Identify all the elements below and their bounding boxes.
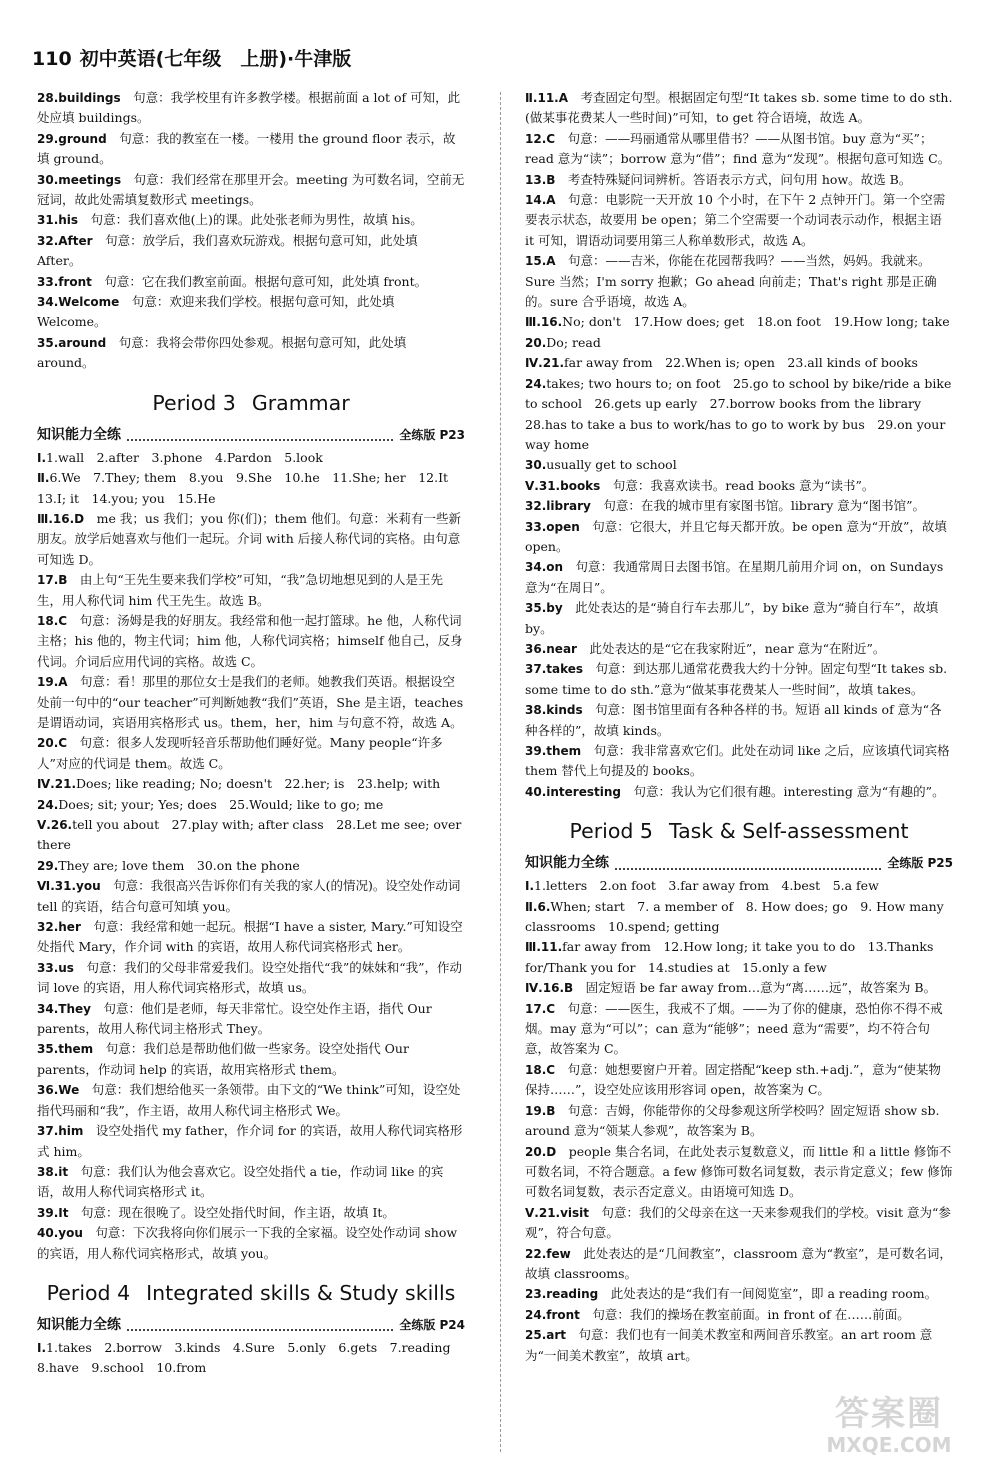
answer-explanation: 句意：我们经常在那里开会。meeting 为可数名词，空前无冠词，故此处需填复数形式 meetings。 <box>37 171 465 208</box>
answer-explanation: 1.takes 2.borrow 3.kinds 4.Sure 5.only 6.gets 7.reading <box>46 1339 451 1355</box>
answer-explanation: 8.have 9.school 10.from <box>37 1360 207 1376</box>
answer-entry <box>525 557 953 598</box>
answer-explanation: takes; two hours to; on foot 25.go to school by bike/ride a bike to school 26.gets up early 27.borrow books from the library 28.has to take a bus to work/has to go to work by bus 29.on your way home <box>525 375 952 452</box>
answer-entry <box>525 876 953 896</box>
answer-number: 34.Welcome <box>37 295 120 310</box>
answer-number: 12.C <box>525 131 556 146</box>
answer-number: 13.B <box>525 172 556 187</box>
answer-entry <box>525 741 953 782</box>
answer-explanation: When; start 7. a member of 8. How does; go 9. How many classrooms 10.spend; getting <box>525 898 944 935</box>
answer-explanation: 句意：我的教室在一楼。一楼用 the ground floor 表示，故填 ground。 <box>37 130 456 167</box>
answer-number: 14.A <box>525 193 556 208</box>
answer-entry <box>525 88 953 129</box>
answer-number: 19.B <box>525 1103 556 1118</box>
answer-number: 32.her <box>37 920 81 935</box>
answer-explanation: far away from 22.When is; open 23.all kinds of books <box>564 355 918 371</box>
answer-entry <box>525 700 953 741</box>
answer-number: Ⅵ.31.you <box>37 879 101 894</box>
answer-number: 33.us <box>37 960 74 975</box>
answer-explanation: 句意：下次我将向你们展示一下我的全家福。设空处作动词 show 的宾语，用人称代词宾格形式，故填 you。 <box>37 1225 458 1261</box>
answer-entry <box>525 1142 953 1203</box>
answer-number: Ⅰ. <box>37 450 47 465</box>
answer-explanation: No; don't 17.How does; get 18.on foot 19.How long; take <box>562 314 950 330</box>
answer-explanation: Does; sit; your; Yes; does 25.Would; like to go; me <box>58 796 384 812</box>
answer-number: 19.A <box>37 675 68 690</box>
answer-entry <box>37 333 465 374</box>
answer-entry <box>37 733 465 774</box>
answer-number: 37.takes <box>525 662 584 677</box>
answer-entry <box>37 1039 465 1080</box>
answer-explanation: 句意：——吉米，你能在花园帮我吗？——当然，妈妈。我就来。Sure 当然；I'm sorry 抱歉；Go ahead 向前走；That's right 那是正确的。sure 合乎语境，故选 A。 <box>525 253 937 310</box>
answer-entry <box>525 129 953 170</box>
answer-number: 29.ground <box>37 131 107 146</box>
answer-number: Ⅲ.16.D <box>37 511 85 526</box>
answer-entry <box>525 496 953 516</box>
answer-entry <box>37 468 465 488</box>
answer-number: Ⅳ.21. <box>37 777 76 792</box>
answer-explanation: 句意：我们的操场在教室前面。in front of 在……前面。 <box>579 1306 910 1322</box>
period3-label: Period 3 <box>152 390 236 415</box>
watermark-url: MXQE.COM <box>826 1433 952 1457</box>
answer-entry <box>525 374 953 456</box>
answer-number: Ⅲ.11. <box>525 940 563 955</box>
answer-number: Ⅲ.16. <box>525 315 563 330</box>
leader-dots <box>127 1318 393 1331</box>
answer-number: 17.C <box>525 1001 556 1016</box>
answer-entry <box>525 897 953 938</box>
answer-entry <box>37 1358 465 1378</box>
page-reference: 全练版 P25 <box>887 856 953 871</box>
answer-number: 24. <box>37 797 59 812</box>
answer-number: 38.kinds <box>525 703 583 718</box>
subhead-period3 <box>37 424 465 446</box>
section-title-period5 <box>525 816 953 846</box>
answer-entry <box>525 312 953 332</box>
answer-entry <box>525 517 953 558</box>
answer-explanation: 句意：他们是老师，每天非常忙。设空处作主语，指代 Our parents，故用人称代词主格形式 They。 <box>37 1000 432 1037</box>
answer-explanation: 句意：我们的父母亲在这一天来参观我们的学校。visit 意为“参观”，符合句意。 <box>525 1204 951 1241</box>
answer-explanation: 句意：它很大，并且它每天都开放。be open 意为“开放”，故填 open。 <box>525 518 947 554</box>
page-reference: 全练版 P24 <box>399 1317 465 1332</box>
subhead-period5 <box>525 852 953 874</box>
answer-explanation: 句意：我们喜欢他(上)的课。此处张老师为男性，故填 his。 <box>78 212 423 228</box>
answer-number: 20.C <box>37 736 68 751</box>
answer-number: 32.After <box>37 233 93 248</box>
answer-number: 35.them <box>37 1042 94 1057</box>
answer-entry <box>37 795 465 815</box>
answer-entry <box>525 639 953 659</box>
subhead-label: 知识能力全练 <box>37 1316 121 1333</box>
answer-explanation: 固定短语 be far away from…意为“离……远”，故答案为 B。 <box>573 980 937 996</box>
column-divider <box>500 92 501 1452</box>
answer-entry <box>37 815 465 856</box>
answer-number: Ⅱ.6. <box>525 899 551 914</box>
answer-explanation: tell you about 27.play with; after class 28.Let me see; over there <box>37 817 462 853</box>
period5-label: Period 5 <box>569 819 653 844</box>
answer-number: 31.his <box>37 213 79 228</box>
answer-explanation: 句意：它在我们教室前面。根据句意可知，此处填 front。 <box>91 273 428 289</box>
answer-entry <box>525 1325 953 1366</box>
period4-topic: Integrated skills & Study skills <box>146 1280 456 1305</box>
answers-period5 <box>525 876 953 1366</box>
answer-explanation: 句意：——玛丽通常从哪里借书？——从图书馆。buy 意为“买”；read 意为“读”；borrow 意为“借”；find 意为“发现”。根据句意可知选 C。 <box>525 130 951 167</box>
answer-entry <box>37 448 465 468</box>
answer-entry <box>37 917 465 958</box>
section-title-period3 <box>37 388 465 418</box>
answer-explanation: 句意：电影院一天开放 10 个小时，在下午 2 点钟开门。第一个空需要表示状态，故要用 be open；第二个空需要一个动词表示动作，根据主语 it 可知，谓语动词要用第三人称单数形式，故选 A。 <box>525 192 946 248</box>
answer-explanation: 句意：我们想给他买一条领带。由下文的“We think”可知，设空处指代玛丽和“我”，作主语，故用人称代词主格形式 We。 <box>37 1082 461 1118</box>
answer-entry <box>37 231 465 272</box>
answers-period2-tail <box>37 88 465 374</box>
answer-number: 35.around <box>37 335 107 350</box>
answer-number: 38.it <box>37 1164 69 1179</box>
answer-explanation: me 我；us 我们；you 你(们)；them 他们。句意：米莉有一些新朋友。放学后她喜欢与他们一起玩。介词 with 后接人称代词的宾格。由句意可知选 D。 <box>37 510 461 567</box>
answer-explanation: 此处表达的是“它在我家附近”，near 意为“在附近”。 <box>576 640 886 656</box>
answer-explanation: usually get to school <box>546 457 677 473</box>
answer-explanation: 设空处指代 my father，作介词 for 的宾语，故用人称代词宾格形式 him。 <box>37 1123 463 1159</box>
answer-number: 33.open <box>525 519 580 534</box>
answer-entry <box>525 333 953 353</box>
answer-explanation: 句意：我经常和她一起玩。根据“I have a sister, Mary.”可知设空处指代 Mary，作介词 with 的宾语，故用人称代词宾格形式 her。 <box>37 919 463 955</box>
answer-entry <box>37 1162 465 1203</box>
answer-entry <box>37 1338 465 1358</box>
answer-entry <box>525 353 953 373</box>
period5-topic: Task & Self-assessment <box>668 819 909 844</box>
subhead-label: 知识能力全练 <box>37 426 121 443</box>
answers-period4-start <box>37 1338 465 1379</box>
answer-entry <box>525 190 953 251</box>
answer-number: 34.They <box>37 1001 91 1016</box>
answer-number: 24. <box>525 376 547 391</box>
answer-number: 30.meetings <box>37 172 122 187</box>
answer-explanation: 此处表达的是“几间教室”，classroom 意为“教室”，是可数名词，故填 classrooms。 <box>525 1245 952 1281</box>
answer-explanation: 此处表达的是“骑自行车去那儿”，by bike 意为“骑自行车”，故填 by。 <box>525 600 939 636</box>
answer-entry <box>37 88 465 129</box>
answer-explanation: 句意：我们也有一间美术教室和两间音乐教室。an art room 意为“一间美术教室”，故填 art。 <box>525 1327 933 1363</box>
answer-explanation: 句意：到达那儿通常花费我大约十分钟。固定句型“It takes sb. some time to do sth.”意为“做某事花费某人一些时间”，故填 takes。 <box>525 661 948 697</box>
book-title: 初中英语(七年级 上册)·牛津版 <box>79 48 352 70</box>
answer-explanation: 句意：她想要窗户开着。固定搭配“keep sth.+adj.”，意为“使某物保持……”，设空处应该用形容词 open，故答案为 C。 <box>525 1061 941 1098</box>
answer-number: Ⅳ.16.B <box>525 981 574 996</box>
answer-entry <box>525 937 953 978</box>
answer-explanation: 句意：我将会带你四处参观。根据句意可知，此处填 around。 <box>37 334 407 371</box>
answer-number: 39.It <box>37 1205 69 1220</box>
answer-number: 18.C <box>525 1062 556 1077</box>
answer-explanation: 句意：我们的父母非常爱我们。设空处指代“我”的妹妹和“我”，作动词 love 的宾语，用人称代词宾格形式，故填 us。 <box>37 959 463 996</box>
answer-explanation: 1.letters 2.on foot 3.far away from 4.best 5.a few <box>534 878 879 894</box>
subhead-period4 <box>37 1314 465 1336</box>
answer-entry <box>37 1080 465 1121</box>
answer-number: Ⅴ.31.books <box>525 478 601 493</box>
subhead-label: 知识能力全练 <box>525 855 609 872</box>
answer-number: Ⅴ.26. <box>37 818 73 832</box>
answer-number: 39.them <box>525 744 582 758</box>
answer-explanation: 句意：我很高兴告诉你们有关我的家人(的情况)。设空处作动词 tell 的宾语，结合句意可知填 you。 <box>37 878 461 914</box>
answer-entry <box>525 1203 953 1244</box>
answer-number: 20.D <box>525 1144 557 1159</box>
answer-entry <box>37 570 465 611</box>
answer-number: 34.on <box>525 560 564 575</box>
answer-explanation: 此处表达的是“我们有一间阅览室”，即 a reading room。 <box>598 1286 938 1302</box>
answers-period4-rest <box>525 88 953 802</box>
page-reference: 全练版 P23 <box>399 427 465 442</box>
watermark-logo-text: 答案圈 <box>835 1394 943 1434</box>
answer-entry <box>37 856 465 876</box>
answer-entry <box>525 251 953 312</box>
answer-number: 22.few <box>525 1246 571 1261</box>
answer-entry <box>37 129 465 170</box>
answer-explanation: 句意：我认为它们很有趣。interesting 意为“有趣的”。 <box>620 783 945 799</box>
answer-number: Ⅰ. <box>37 1340 47 1355</box>
answer-entry <box>37 170 465 211</box>
left-column <box>37 88 465 1379</box>
answer-entry <box>37 672 465 733</box>
answer-number: 36.near <box>525 641 577 656</box>
answer-number: Ⅳ.21. <box>525 356 564 371</box>
answer-entry <box>525 999 953 1060</box>
answer-number: 35.by <box>525 601 563 616</box>
answer-entry <box>37 958 465 999</box>
section-title-period4 <box>37 1278 465 1308</box>
answer-number: 18.C <box>37 613 68 628</box>
answer-entry <box>37 1121 465 1162</box>
answer-explanation: 考查固定句型。根据固定句型“It takes sb. some time to do sth.(做某事花费某人一些时间)”可知，to get 符合语境，故选 A。 <box>525 90 953 126</box>
page-header <box>32 44 960 74</box>
answer-entry <box>37 292 465 333</box>
answer-explanation: 句意：汤姆是我的好朋友。我经常和他一起打篮球。he 他，人称代词主格；his 他的，物主代词；him 他，人称代词宾格；himself 他自己，反身代词。介词后应用代词的宾格。故选 C。 <box>37 612 463 669</box>
answer-explanation: 句意：很多人发现听轻音乐帮助他们睡好觉。Many people“许多人”对应的代词是 them。故选 C。 <box>37 735 443 771</box>
answer-number: 24.front <box>525 1307 580 1322</box>
answer-explanation: 句意：吉姆，你能带你的父母参观这所学校吗？固定短语 show sb. around 意为“领某人参观”，故答案为 B。 <box>525 1102 940 1139</box>
answer-explanation: 句意：欢迎来我们学校。根据句意可知，此处填 Welcome。 <box>37 294 395 330</box>
answer-entry <box>37 999 465 1040</box>
answer-entry <box>525 476 953 496</box>
answer-explanation: 句意：图书馆里面有各种各样的书。短语 all kinds of 意为“各种各样的”，故填 kinds。 <box>525 702 942 738</box>
answers-period3 <box>37 448 465 1264</box>
answer-explanation: 句意：放学后，我们喜欢玩游戏。根据句意可知，此处填 After。 <box>37 232 418 269</box>
answer-explanation: 句意：我喜欢读书。read books 意为“读书”。 <box>600 477 875 493</box>
answer-explanation: Does; like reading; No; doesn't 22.her; is 23.help; with <box>76 776 441 792</box>
answer-entry <box>525 598 953 639</box>
answer-number: 25.art <box>525 1328 567 1343</box>
answer-explanation: 13.I; it 14.you; you 15.He <box>37 490 216 506</box>
answer-explanation: 由上句“王先生要来我们学校”可知，“我”急切地想见到的人是王先生，用人称代词 him 代王先生。故选 B。 <box>37 572 443 608</box>
page-number: 110 <box>32 48 72 70</box>
answer-number: 20. <box>525 335 547 350</box>
answer-entry <box>37 1223 465 1264</box>
answer-number: 23.reading <box>525 1287 599 1302</box>
answer-explanation: They are; love them 30.on the phone <box>58 857 300 873</box>
answer-number: 30. <box>525 458 547 473</box>
answer-explanation: 句意：看！那里的那位女士是我们的老师。她教我们英语。根据设空处前一句中的“our teacher”可判断她教“我们”英语，She 是主语，teaches 是谓语动词，宾语用宾格形式 us。them，her，him 与句意不符，故选 A。 <box>37 674 464 730</box>
answer-explanation: people 集合名词，在此处表示复数意义，而 little 和 a little 修饰不可数名词，不符合题意。a few 修饰可数名词复数，表示肯定意义；few 修饰可数名词复数，表示否定意义。由语境可知选 D。 <box>525 1143 953 1200</box>
answer-entry <box>37 774 465 794</box>
right-column <box>525 88 953 1366</box>
answer-explanation: Do; read <box>546 334 601 350</box>
answer-explanation: 考查特殊疑问词辨析。答语表示方式，问句用 how。故选 B。 <box>555 171 912 187</box>
answer-entry <box>37 489 465 509</box>
answer-number: Ⅱ. <box>37 471 50 486</box>
answer-entry <box>525 1101 953 1142</box>
answer-entry <box>525 1060 953 1101</box>
answer-number: 37.him <box>37 1124 84 1139</box>
answer-number: Ⅴ.21.visit <box>525 1205 590 1220</box>
answer-number: 33.front <box>37 274 92 289</box>
leader-dots <box>615 857 881 870</box>
answer-entry <box>525 1244 953 1285</box>
answer-explanation: 1.wall 2.after 3.phone 4.Pardon 5.look <box>46 449 323 465</box>
site-watermark <box>794 1394 984 1458</box>
answer-entry <box>525 659 953 700</box>
period4-label: Period 4 <box>46 1280 131 1305</box>
answer-explanation: 句意：我非常喜欢它们。此处在动词 like 之后，应该填代词宾格 them 替代上句提及的 books。 <box>525 743 950 779</box>
answer-explanation: 句意：——医生，我戒不了烟。——为了你的健康，恐怕你不得不戒烟。may 意为“可以”；can 意为“能够”；need 意为“需要”，均不符合句意，故答案为 C。 <box>525 1000 943 1057</box>
answer-number: 28.buildings <box>37 91 121 105</box>
answer-entry <box>37 509 465 570</box>
answer-explanation: 句意：在我的城市里有家图书馆。library 意为“图书馆”。 <box>590 498 926 514</box>
answer-number: 40.you <box>37 1226 83 1241</box>
leader-dots <box>127 428 393 441</box>
answer-number: 15.A <box>525 254 556 269</box>
answer-entry <box>37 1203 465 1223</box>
answer-number: Ⅱ.11.A <box>525 91 569 105</box>
answer-explanation: 句意：现在很晚了。设空处指代时间，作主语，故填 It。 <box>68 1204 395 1220</box>
answer-explanation: 句意：我们总是帮助他们做一些家务。设空处指代 Our parents，作动词 help 的宾语，故用宾格形式 them。 <box>37 1041 409 1077</box>
answer-entry <box>525 978 953 998</box>
answer-explanation: far away from 12.How long; it take you to do 13.Thanks for/Thank you for 14.studies at 15.only a few <box>525 939 934 975</box>
period3-topic: Grammar <box>251 390 350 415</box>
answer-entry <box>525 782 953 802</box>
answer-entry <box>37 611 465 672</box>
answer-entry <box>525 455 953 475</box>
answer-explanation: 句意：我学校里有许多教学楼。根据前面 a lot of 可知，此处应填 buildings。 <box>37 90 461 126</box>
answer-entry <box>525 170 953 190</box>
answer-number: 40.interesting <box>525 784 621 799</box>
answer-explanation: 句意：我们认为他会喜欢它。设空处指代 a tie，作动词 like 的宾语，故用人称代词宾格形式 it。 <box>37 1163 444 1200</box>
answer-number: Ⅰ. <box>525 879 535 894</box>
answer-number: 32.library <box>525 499 591 514</box>
answer-entry <box>525 1284 953 1304</box>
answer-explanation: 句意：我通常周日去图书馆。在星期几前用介词 on，on Sundays 意为“在周日”。 <box>525 559 944 595</box>
answer-entry <box>37 272 465 292</box>
answer-number: 17.B <box>37 573 68 588</box>
answer-entry <box>37 876 465 917</box>
answer-entry <box>525 1305 953 1325</box>
answer-explanation: 6.We 7.They; them 8.you 9.She 10.he 11.She; her 12.It <box>49 470 449 486</box>
answer-entry <box>37 210 465 230</box>
answer-number: 36.We <box>37 1083 80 1098</box>
answer-number: 29. <box>37 858 59 873</box>
